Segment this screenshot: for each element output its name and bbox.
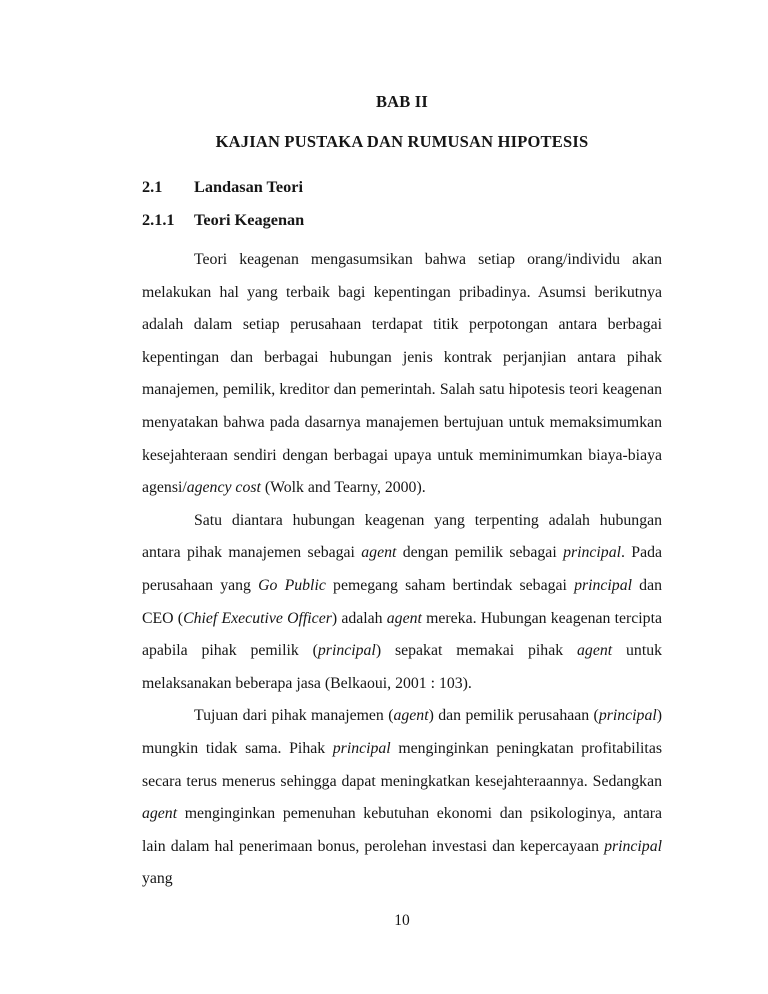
text-run: menginginkan peningkatan profitabilitas secara terus menerus sehingga dapat meningkatkan kesejahteraannya. Sedangkan xyxy=(142,739,662,790)
paragraph xyxy=(142,505,662,701)
chapter-title: BAB II xyxy=(375,92,429,111)
italic-text-run: Go Public xyxy=(258,576,326,594)
text-run: menginginkan pemenuhan kebutuhan ekonomi dan psikologinya, antara lain dalam hal penerimaan bonus, perolehan investasi dan kepercayaan xyxy=(142,805,662,855)
text-run: ) dan pemilik perusahaan ( xyxy=(428,707,599,725)
italic-text-run: principal xyxy=(332,739,391,757)
chapter-subtitle: KAJIAN PUSTAKA DAN RUMUSAN HIPOTESIS xyxy=(215,132,589,151)
italic-text-run: agent xyxy=(577,642,613,660)
text-run: Tujuan dari pihak manajemen ( xyxy=(194,707,394,725)
text-run: untuk melaksanakan beberapa jasa (Belkaoui, 2001 : 103). xyxy=(142,642,662,692)
paragraph xyxy=(142,244,662,505)
body-text xyxy=(142,244,662,896)
italic-text-run: Chief Executive Officer xyxy=(183,609,332,627)
italic-text-run: agent xyxy=(386,609,422,627)
text-run: Teori keagenan mengasumsikan bahwa setiap orang/individu akan melakukan hal yang terbaik bagi kepentingan pribadinya. Asumsi berikutnya adalah dalam setiap perusahaan terdapat titik perpotongan antara berbagai kepentingan dan berbagai hubungan jenis kontrak perjanjian antara pihak manajemen, pemilik, kreditor dan pemerintah. Salah satu hipotesis teori keagenan menyatakan bahwa pada dasarnya manajemen bertujuan untuk memaksimumkan kesejahteraan sendiri dengan berbagai upaya untuk meminimumkan biaya-biaya agensi/ xyxy=(142,251,662,497)
italic-text-run: agent xyxy=(361,544,397,562)
text-run: Satu diantara hubungan keagenan yang terpenting adalah hubungan antara pihak manajemen sebagai xyxy=(142,511,662,562)
italic-text-run: principal xyxy=(563,544,621,562)
section-number: 2.1 xyxy=(142,177,163,196)
page-content xyxy=(142,92,662,896)
text-run: pemegang saham bertindak sebagai xyxy=(325,576,575,594)
text-run: yang xyxy=(142,870,173,888)
italic-text-run: principal xyxy=(604,837,662,855)
section-label: Teori Keagenan xyxy=(194,210,305,229)
italic-text-run: agent xyxy=(142,805,178,823)
italic-text-run: agent xyxy=(393,707,429,725)
page-number: 10 xyxy=(394,912,410,929)
section-heading-teori-keagenan xyxy=(142,210,662,230)
italic-text-run: agency cost xyxy=(186,479,261,497)
text-run: ) adalah xyxy=(331,609,387,627)
section-label: Landasan Teori xyxy=(194,177,304,196)
text-run: dan CEO ( xyxy=(142,576,662,627)
italic-text-run: principal xyxy=(598,707,657,725)
italic-text-run: principal xyxy=(574,576,632,594)
text-run: . Pada perusahaan yang xyxy=(142,544,662,594)
text-run: dengan pemilik sebagai xyxy=(396,544,564,562)
paragraph xyxy=(142,700,662,896)
italic-text-run: principal xyxy=(317,642,376,660)
section-heading-landasan-teori xyxy=(142,177,662,197)
text-run: (Wolk and Tearny, 2000). xyxy=(260,479,426,497)
section-number: 2.1.1 xyxy=(142,210,175,229)
text-run: mereka. Hubungan keagenan tercipta apabila pihak pemilik ( xyxy=(142,609,662,660)
text-run: ) sepakat memakai pihak xyxy=(375,642,578,660)
text-run: ) mungkin tidak sama. Pihak xyxy=(142,707,662,757)
